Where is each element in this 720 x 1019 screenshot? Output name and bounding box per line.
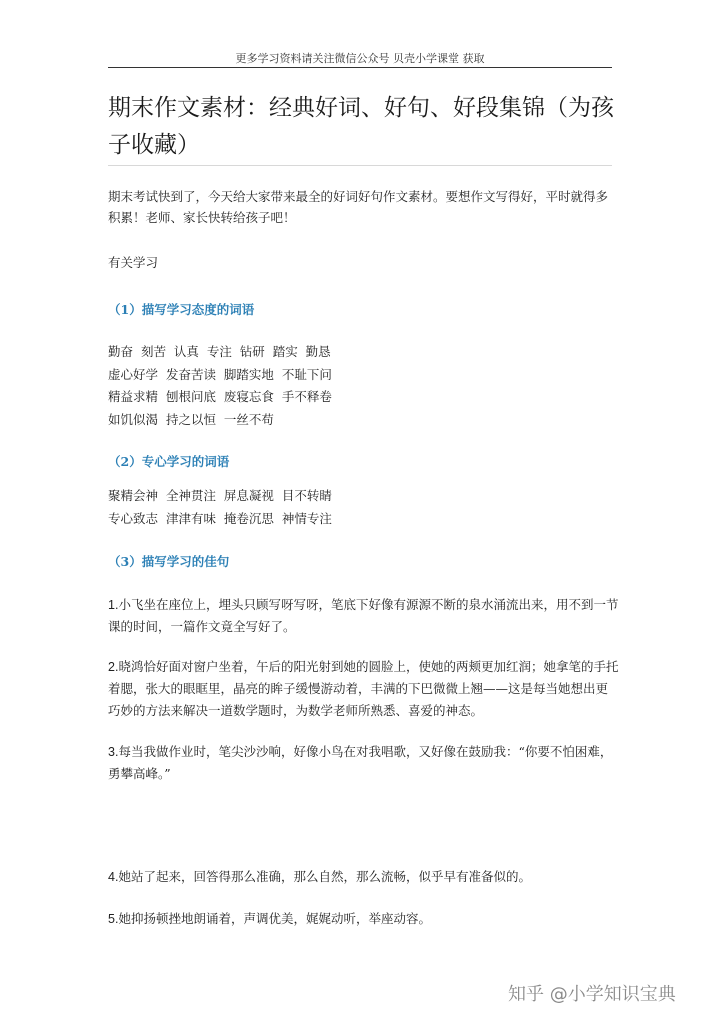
sentence-text: 小飞坐在座位上，埋头只顾写呀写呀，笔底下好像有源源不断的泉水涌流出来，用不到一节课的时间，一篇作文竟全写好了。: [108, 597, 619, 634]
sentence-text: 她站了起来，回答得那么准确，那么自然，那么流畅，似乎早有准备似的。: [118, 869, 531, 884]
sentence-text: 晓鸿恰好面对窗户坐着，午后的阳光射到她的圆脸上，使她的两颊更加红润；她拿笔的手托着腮，张大的眼眶里，晶亮的眸子缓慢游动着，丰满的下巴微微上翘——这是每当她想出更巧妙的方法来解决一道数学题时，为数学老师所熟悉、喜爱的神态。: [108, 659, 619, 718]
section-heading-sentences: （3）描写学习的佳句: [108, 554, 230, 569]
word-line: 勤奋 刻苦 认真 专注 钻研 踏实 勤恳: [108, 344, 331, 359]
sentence-number: 5.: [108, 912, 119, 926]
article-title: 期末作文素材：经典好词、好句、好段集锦（为孩子收藏）: [108, 95, 614, 158]
watermark: 知乎 @小学知识宝典: [508, 984, 676, 1005]
section-heading-focus: （2）专心学习的词语: [108, 454, 230, 469]
sentence-number: 1.: [108, 598, 119, 612]
sentence-number: 4.: [108, 870, 119, 884]
word-line: 如饥似渴 持之以恒 一丝不苟: [108, 411, 274, 427]
word-line: 精益求精 刨根问底 废寝忘食 手不释卷: [108, 389, 332, 404]
sentence-item: [108, 866, 620, 888]
word-line: 专心致志 津津有味 掩卷沉思 神情专注: [108, 510, 332, 526]
title-divider: [108, 165, 612, 166]
word-list-focus: [108, 485, 618, 530]
sentence-text: 她抑扬顿挫地朗诵着，声调优美，娓娓动听，举座动容。: [118, 911, 431, 926]
header-divider: [108, 67, 612, 68]
sentence-number: 3.: [108, 745, 119, 759]
word-line: 聚精会神 全神贯注 屏息凝视 目不转睛: [108, 488, 332, 503]
sentence-item: [108, 908, 620, 930]
word-list-attitude: [108, 341, 618, 431]
intro-paragraph: 期末考试快到了，今天给大家带来最全的好词好句作文素材。要想作文写得好，平时就得多积累！老师、家长快转给孩子吧！: [108, 189, 609, 225]
header-note: 更多学习资料请关注微信公众号 贝壳小学课堂 获取: [235, 52, 485, 65]
section-label: 有关学习: [108, 255, 159, 270]
sentence-number: 2.: [108, 660, 119, 674]
sentence-item: [108, 656, 620, 722]
sentence-item: [108, 741, 620, 785]
word-line: 虚心好学 发奋苦读 脚踏实地 不耻下问: [108, 366, 332, 382]
sentence-item: [108, 594, 620, 638]
section-heading-attitude: （1）描写学习态度的词语: [108, 302, 255, 317]
sentence-text: 每当我做作业时，笔尖沙沙响，好像小鸟在对我唱歌，又好像在鼓励我：“你要不怕困难，勇攀高峰。”: [108, 744, 613, 781]
